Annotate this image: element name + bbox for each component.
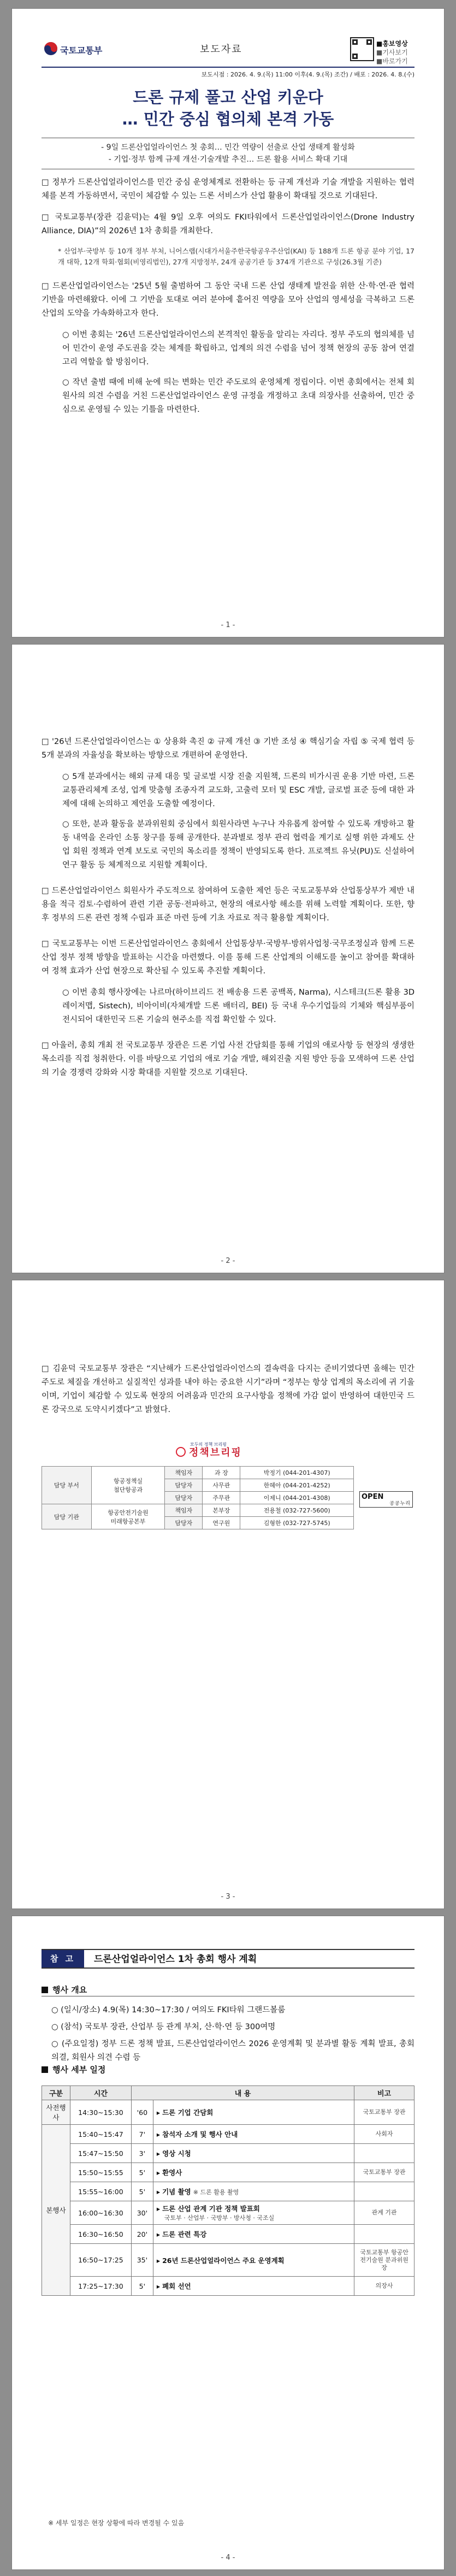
note-cell: 국토교통부 장관 — [354, 2163, 414, 2182]
sub-paragraph: ○ 작년 출범 때에 비해 눈에 띄는 변화는 민간 주도로의 운영체계 정립이다. 이번 총회에서는 전체 회원사의 의견 수렴을 거친 드론산업얼라이언스 운영 규정을 개정하고 초대 의장사를 선출하여, 민간 중심으로 운영될 수 있는 기틀을 마련한다. — [62, 378, 414, 414]
bullet-icon: ▸ — [156, 2108, 163, 2117]
category-cell: 사전행사 — [42, 2100, 70, 2125]
reference-title: 드론산업얼라이언스 1차 총회 행사 계획 — [94, 1954, 257, 1965]
paragraph: □ 아울러, 총회 개최 전 국토교통부 장관은 드론 기업 사전 간담회를 통해 기업의 애로사항 등 현장의 생생한 목소리를 직접 청취한다. 이를 바탕으로 기업의 애로 기술 개발, 해외진출 지원 방안 등을 모색하여 드론 산업의 기술 경쟁력 강화와 시장 확대를 지원할 것으로 기대된다. — [42, 1041, 414, 1077]
content-cell — [153, 2100, 354, 2125]
schedule-footnote: ※ 세부 일정은 현장 상황에 따라 변경될 수 있음 — [48, 2519, 185, 2527]
page-4 — [12, 1916, 444, 2569]
section-heading-text: 행사 세부 일정 — [52, 2065, 106, 2075]
qr-caption-line: ■홍보영상 — [376, 40, 408, 48]
paragraph: □ 국토교통부는 이번 드론산업얼라이언스 총회에서 산업통상부·국방부·방위사업청·국무조정실과 함께 드론 산업 정부 정책 방향을 발표하는 시간을 마련했다. 이를 통해 드론 산업계의 이해도를 높이고 참여를 확대하여 정책 효과가 산업 현장으로 확산될 수 있도록 추진할 계획이다. — [42, 940, 414, 976]
body-text — [42, 176, 414, 423]
time-cell: 15:40~15:47 — [70, 2125, 131, 2144]
briefing-mark-icon — [176, 1447, 186, 1457]
category-cell: 본행사 — [42, 2125, 70, 2296]
section-heading — [42, 1984, 414, 1995]
headline-line-1: 드론 규제 풀고 산업 키운다 — [133, 88, 323, 107]
table-row — [42, 1467, 354, 1479]
note-cell: 국토교통부 장관 — [354, 2100, 414, 2125]
content-cell — [153, 2144, 354, 2163]
table-cell: 담당자 — [165, 1479, 203, 1492]
content-text: 드론 관련 특강 — [162, 2230, 207, 2238]
overview-list — [42, 2004, 414, 2068]
note-cell: 관계 기관 — [354, 2201, 414, 2225]
paragraph: □ 드론산업얼라이언스는 '25년 5월 출범하여 그 동안 국내 드론 산업 생태계 발전을 위한 산·학·연·관 협력 기반을 마련해왔다. 이에 그 기반을 토대로 여러 분야에 흩어진 역량을 모아 산업의 영세성을 극복하고 드론 산업의 도약을 가속화하고자 한다. — [42, 282, 414, 318]
content-text: 폐회 선언 — [162, 2282, 191, 2290]
page-2 — [12, 645, 444, 1273]
square-bullet-icon — [42, 2066, 48, 2073]
reference-tag: 참 고 — [42, 1950, 84, 1968]
note-cell — [354, 2144, 414, 2163]
table-cell: 담당 부서 — [42, 1467, 92, 1504]
briefing-logo-small: 모두의 정책 브리핑 — [190, 1442, 227, 1447]
table-cell — [91, 1504, 164, 1529]
sub-paragraph: ○ 또한, 분과 활동을 분과위원회 중심에서 회원사라면 누구나 자유롭게 참여할 수 있도록 개방하고 활동 내역을 온라인 소통 창구를 통해 공개한다. 분과별로 정부 관리 협력을 계기로 실행 위한 과제도 산업 회원 정책과 연계 보도로 국민의 목소리를 정책이 반영되도록 한다. 프로젝트 유닛(PU)도 신설하여 연구 활동 등 체계적으로 지원할 계획이다. — [62, 820, 414, 870]
content-text: 드론 기업 간담회 — [162, 2108, 214, 2117]
page-1 — [12, 9, 444, 637]
briefing-logo-text: 정책브리핑 — [189, 1447, 242, 1458]
table-cell: 책임자 — [165, 1504, 203, 1517]
column-header: 비고 — [354, 2086, 414, 2100]
time-cell: 15:50~15:55 — [70, 2163, 131, 2182]
doc-kind: 보도자료 — [200, 44, 242, 55]
open-license-title: OPEN — [362, 1493, 384, 1501]
table-cell: 담당자 — [165, 1517, 203, 1529]
duration-cell: 30' — [131, 2201, 153, 2225]
content-text: 26년 드론산업얼라이언스 주요 운영계획 — [162, 2256, 285, 2265]
page-number: - 3 - — [221, 1893, 235, 1901]
table-row — [42, 2100, 414, 2125]
qr-caption-line: ■바로가기 — [376, 57, 408, 65]
sub-paragraph: ○ 이번 총회 행사장에는 나르마(하이브리드 전 배송용 드론 공백폭, Narma), 시스테크(드론 활용 3D 레이저맵, Sistech), 비아이비(자체개발 드론 배터리, BEI) 등 국내 우수기업들의 기체와 핵심부품이 전시되어 대한민국 드론 기술의 현주소를 직접 확인할 수 있다. — [62, 988, 414, 1024]
table-cell: 주무관 — [203, 1492, 240, 1504]
headline — [34, 86, 422, 130]
cell-line: 미래항공본부 — [110, 1517, 146, 1525]
qr-caption — [376, 39, 414, 66]
page-number: - 4 - — [221, 2554, 235, 2562]
content-cell — [153, 2277, 354, 2296]
content-text: 드론 산업 관계 기관 정책 발표회 — [162, 2205, 260, 2213]
time-cell: 16:50~17:25 — [70, 2244, 131, 2277]
paragraph: □ 정부가 드론산업얼라이언스를 민간 중심 운영체계로 전환하는 등 규제 개선과 기술 개발을 지원하는 협력체를 본격 가동하면서, 국민이 체감할 수 있는 드론 서비스가 산업 활용이 확대될 것으로 기대된다. — [42, 178, 414, 200]
qr-caption-line: ■기사보기 — [376, 49, 408, 56]
column-header: 구분 — [42, 2086, 70, 2100]
overview-item: ○ (참석) 국토부 장관, 산업부 등 관계 부처, 산·학·연 등 300여명 — [51, 2023, 276, 2031]
note-cell — [354, 2182, 414, 2201]
table-row — [42, 2144, 414, 2163]
bullet-icon: ▸ — [156, 2188, 163, 2196]
table-cell: 책임자 — [165, 1467, 203, 1479]
table-row — [42, 2182, 414, 2201]
sub-headline-line: - 9일 드론산업얼라이언스 첫 총회… 민간 역량이 선출로 산업 생태계 활성화 — [101, 143, 355, 152]
qr-code-icon[interactable] — [350, 37, 374, 61]
duration-cell: 7' — [131, 2125, 153, 2144]
content-cell — [153, 2125, 354, 2144]
table-header-row — [42, 2086, 414, 2100]
bullet-icon: ▸ — [156, 2169, 163, 2177]
sub-headline — [42, 138, 414, 169]
policy-briefing-logo — [176, 1441, 252, 1463]
content-cell — [153, 2163, 354, 2182]
press-header — [42, 34, 414, 64]
column-header: 내 용 — [131, 2086, 354, 2100]
sub-headline-line: - 기업·정부 함께 규제 개선·기술개발 추진… 드론 활용 서비스 확대 기대 — [108, 155, 348, 164]
table-row — [42, 2225, 414, 2244]
note-cell — [354, 2225, 414, 2244]
content-subtext: 국토부 · 산업부 · 국방부 · 방사청 · 국조실 — [164, 2214, 275, 2221]
duration-cell: 20' — [131, 2225, 153, 2244]
headline-line-2: … 민간 중심 협의체 본격 가동 — [122, 110, 334, 128]
table-cell: 전용철 (032-727-5600) — [240, 1504, 354, 1517]
contact-table — [42, 1466, 354, 1529]
overview-item: ○ (주요일정) 정부 드론 정책 발표, 드론산업얼라이언스 2026 운영계획 및 분과별 활동 계획 발표, 총회 의결, 회원사 의견 수렴 등 — [51, 2040, 414, 2062]
time-cell: 15:47~15:50 — [70, 2144, 131, 2163]
body-text — [42, 1362, 414, 1425]
duration-cell: 5' — [131, 2277, 153, 2296]
table-cell: 과 장 — [203, 1467, 240, 1479]
duration-cell: 3' — [131, 2144, 153, 2163]
table-row — [42, 2125, 414, 2144]
table-cell: 김형한 (032-727-5745) — [240, 1517, 354, 1529]
duration-cell: 5' — [131, 2163, 153, 2182]
reference-header — [42, 1949, 414, 1969]
table-cell: 한혜아 (044-201-4252) — [240, 1479, 354, 1492]
time-cell: 16:00~16:30 — [70, 2201, 131, 2225]
paragraph: □ 국토교통부(장관 김윤덕)는 4월 9일 오후 여의도 FKI타워에서 드론산업얼라이언스(Drone Industry Alliance, DIA)”의 2026년 1차 총회를 개최한다. — [42, 213, 414, 235]
ministry-name: 국토교통부 — [60, 45, 103, 56]
note-cell: 국토교통부 항공안전기술원 분과위원장 — [354, 2244, 414, 2277]
table-row — [42, 2201, 414, 2225]
page-number: - 2 - — [221, 1257, 235, 1265]
paragraph: □ '26년 드론산업얼라이언스는 ① 상용화 촉진 ② 규제 개선 ③ 기반 조성 ④ 핵심기술 자립 ⑤ 국제 협력 등 5개 분과의 자율성을 확보하는 방향으로 개편하여 운영한다. — [42, 737, 414, 760]
footnote: * 산업부·국방부 등 10개 정부 부처, 니어스랩(시대가서울주한국항공우주산업(KAI) 등 188개 드론 항공 분야 기업, 17개 대학, 12개 학회·협회(비영리법인), 27개 지방정부, 24개 공공기관 등 374개 기관으로 구성(26.3월 기준) — [58, 247, 414, 266]
time-cell: 14:30~15:30 — [70, 2100, 131, 2125]
time-cell: 16:30~16:50 — [70, 2225, 131, 2244]
section-heading — [42, 2064, 414, 2075]
sub-paragraph: ○ 5개 분과에서는 해외 규제 대응 및 글로벌 시장 진출 지원책, 드론의 비가시권 운용 기반 마련, 드론 교통관리체계 조성, 업계 맞춤형 조종자격 교도화, 고출력 모터 및 ESC 개발, 글로벌 표준 등에 대한 과제에 대해 논의하고 제언을 도출할 예정이다. — [62, 772, 414, 808]
open-license-sub: 공공누리 — [389, 1501, 411, 1506]
table-row — [42, 2277, 414, 2296]
content-text: 환영사 — [162, 2169, 182, 2177]
content-cell — [153, 2182, 354, 2201]
table-cell: 담당 기관 — [42, 1504, 92, 1529]
release-dateline: 보도시점 : 2026. 4. 9.(목) 11:00 이후(4. 9.(목) 조간) / 배포 : 2026. 4. 8.(수) — [42, 67, 414, 79]
time-cell: 17:25~17:30 — [70, 2277, 131, 2296]
bullet-icon: ▸ — [156, 2256, 163, 2265]
cell-line: 첨단항공과 — [113, 1486, 143, 1493]
cell-line: 항공정책실 — [113, 1478, 143, 1485]
cell-line: 항공안전기술원 — [108, 1509, 149, 1516]
content-cell — [153, 2201, 354, 2225]
duration-cell: 5' — [131, 2182, 153, 2201]
table-cell: 사무관 — [203, 1479, 240, 1492]
sub-paragraph: ○ 이번 총회는 '26년 드론산업얼라이언스의 본격적인 활동을 알리는 자리다. 정부 주도의 협의체를 넘어 민간이 운영 주도권을 갖는 체계를 확립하고, 업계의 의견 수렴을 넘어 정책 현장의 공동 참여 연결고리 역할을 할 방침이다. — [62, 330, 414, 367]
table-row — [42, 2244, 414, 2277]
paragraph: □ 김윤덕 국토교통부 장관은 “지난해가 드론산업얼라이언스의 결속력을 다지는 준비기였다면 올해는 민간주도로 체질을 개선하고 실질적인 성과를 내야 하는 중요한 시기”라며 “정부는 항상 업계의 목소리에 귀 기울이며, 기업이 체감할 수 있도록 현장의 어려움과 민간의 요구사항을 정책에 가감 없이 반영하여 대한민국 드론 강국으로 도약시키겠다”고 밝혔다. — [42, 1364, 414, 1414]
content-cell — [153, 2225, 354, 2244]
bullet-icon: ▸ — [156, 2130, 163, 2138]
page-number: - 1 - — [221, 621, 235, 629]
content-text: 영상 시청 — [162, 2149, 191, 2158]
content-text: 기념 촬영 — [162, 2188, 191, 2196]
duration-cell: '60 — [131, 2100, 153, 2125]
page-3 — [12, 1280, 444, 1909]
bullet-icon: ▸ — [156, 2230, 163, 2238]
content-cell — [153, 2244, 354, 2277]
bullet-icon: ▸ — [156, 2149, 163, 2158]
table-cell: 연구원 — [203, 1517, 240, 1529]
content-text: 참석자 소개 및 행사 안내 — [162, 2130, 238, 2138]
bullet-icon: ▸ — [156, 2205, 163, 2213]
table-cell: 본부장 — [203, 1504, 240, 1517]
column-header: 시간 — [70, 2086, 131, 2100]
overview-item: ○ (일시/장소) 4.9(목) 14:30~17:30 / 여의도 FKI타워 그랜드볼룸 — [51, 2006, 286, 2014]
body-text — [42, 735, 414, 1088]
bullet-icon: ▸ — [156, 2282, 163, 2290]
note-cell: 사회자 — [354, 2125, 414, 2144]
duration-cell: 35' — [131, 2244, 153, 2277]
table-row — [42, 2163, 414, 2182]
ministry-logo — [42, 38, 123, 60]
open-license-badge — [359, 1491, 413, 1508]
table-cell — [91, 1467, 164, 1504]
table-cell: 이제니 (044-201-4308) — [240, 1492, 354, 1504]
content-note: ※ 드론 활용 촬영 — [193, 2189, 239, 2196]
table-row — [42, 1504, 354, 1517]
square-bullet-icon — [42, 1987, 48, 1993]
taegeuk-icon — [44, 42, 58, 56]
table-cell: 담당자 — [165, 1492, 203, 1504]
table-cell: 박정기 (044-201-4307) — [240, 1467, 354, 1479]
time-cell: 15:55~16:00 — [70, 2182, 131, 2201]
schedule-table — [42, 2085, 414, 2296]
section-heading-text: 행사 개요 — [52, 1985, 87, 1995]
note-cell: 의장사 — [354, 2277, 414, 2296]
paragraph: □ 드론산업얼라이언스 회원사가 주도적으로 참여하여 도출한 제언 등은 국토교통부와 산업통상부가 제반 내용을 적극 검토·수렴하여 관련 기관 공동·전파하고, 현장의 애로사항 해소를 위해 노력할 계획이다. 또한, 향후 정부의 드론 관련 정책 수립과 표준 마련 등에 기초 자료로 적극 활용할 계획이다. — [42, 887, 414, 923]
